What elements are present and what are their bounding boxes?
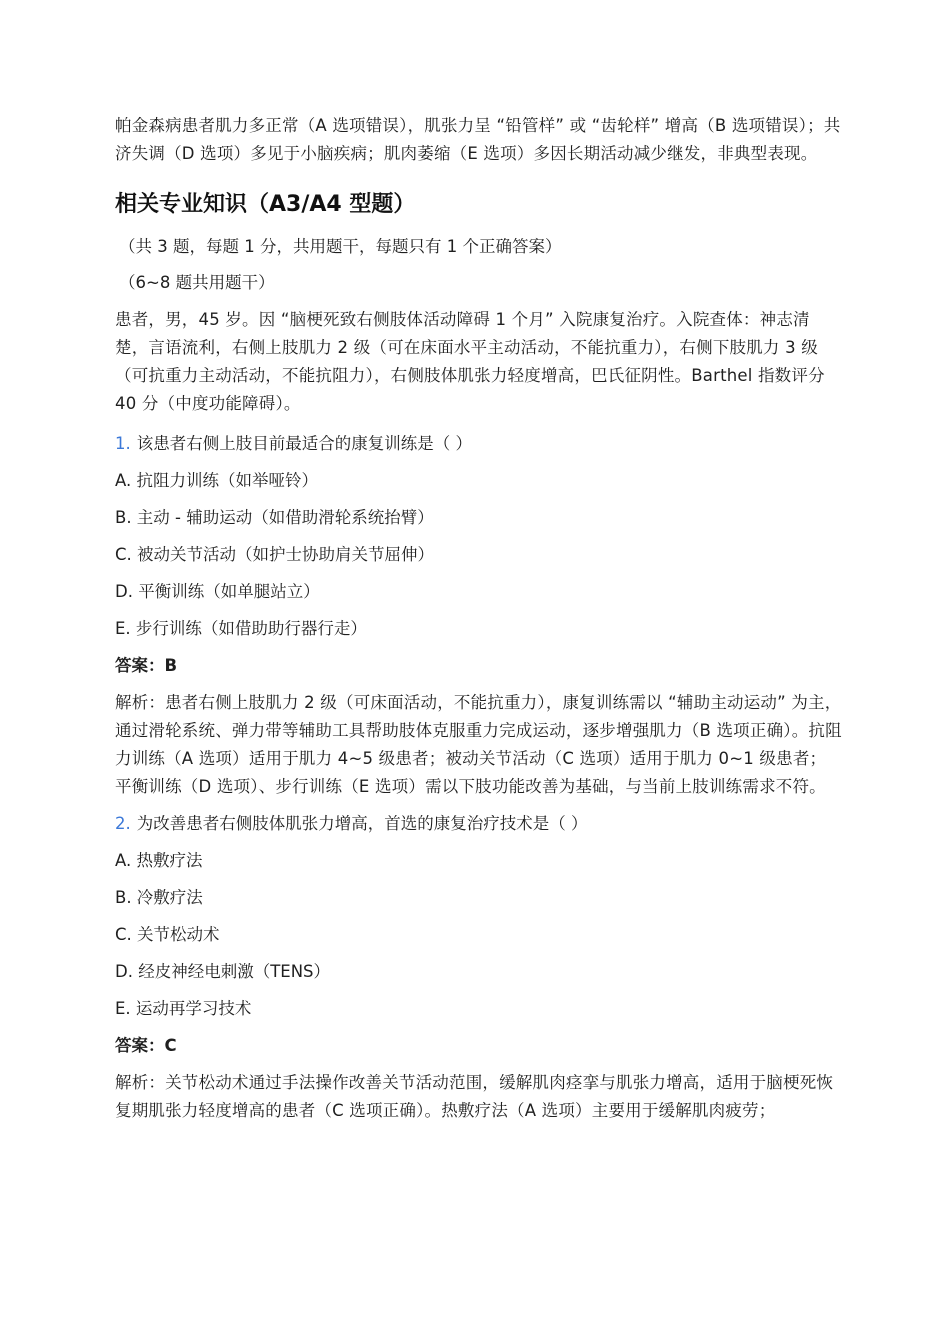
question-2 [115,810,842,838]
question-block-2 [115,810,842,1125]
answer: 答案：C [115,1036,177,1055]
question-text: 为改善患者右侧肢体肌张力增高，首选的康复治疗技术是（ ） [136,814,588,833]
analysis: 解析：关节松动术通过手法操作改善关节活动范围，缓解肌肉痉挛与肌张力增高，适用于脑梗死恢复期肌张力轻度增高的患者（C 选项正确）。热敷疗法（A 选项）主要用于缓解肌肉疲劳； [115,1073,834,1120]
question-number: 1. [115,434,131,453]
analysis: 解析：患者右侧上肢肌力 2 级（可床面活动，不能抗重力），康复训练需以 “辅助主动运动” 为主，通过滑轮系统、弹力带等辅助工具帮助肢体克服重力完成运动，逐步增强肌力（B 选项正确）。抗阻力训练（A 选项）适用于肌力 4~5 级患者；被动关节活动（C 选项）适用于肌力 0~1 级患者；平衡训练（D 选项）、步行训练（E 选项）需以下肢功能改善为基础，与当前上肢训练需求不符。 [115,693,842,796]
option-b: B. 主动 - 辅助运动（如借助滑轮系统抬臂） [115,508,434,527]
option-c: C. 被动关节活动（如护士协助肩关节屈伸） [115,545,435,564]
option-e: E. 步行训练（如借助助行器行走） [115,619,367,638]
shared-stem-note: （6~8 题共用题干） [119,273,275,292]
case-stem: 患者，男，45 岁。因 “脑梗死致右侧肢体活动障碍 1 个月” 入院康复治疗。入院查体：神志清楚，言语流利，右侧上肢肌力 2 级（可在床面水平主动活动，不能抗重力），右侧下肢肌力 3 级（可抗重力主动活动，不能抗阻力），右侧肢体肌张力轻度增高，巴氏征阴性。Barthel 指数评分 40 分（中度功能障碍）。 [115,310,825,413]
option-d: D. 经皮神经电刺激（TENS） [115,962,331,981]
question-number: 2. [115,814,131,833]
option-e: E. 运动再学习技术 [115,999,252,1018]
question-1 [115,430,842,458]
option-a: A. 抗阻力训练（如举哑铃） [115,471,318,490]
section-note: （共 3 题，每题 1 分，共用题干，每题只有 1 个正确答案） [119,237,562,256]
question-text: 该患者右侧上肢目前最适合的康复训练是（ ） [136,434,472,453]
answer: 答案：B [115,656,178,675]
option-c: C. 关节松动术 [115,925,220,944]
intro-paragraph: 帕金森病患者肌力多正常（A 选项错误），肌张力呈 “铅管样” 或 “齿轮样” 增高（B 选项错误）；共济失调（D 选项）多见于小脑疾病；肌肉萎缩（E 选项）多因长期活动减少继发，非典型表现。 [115,116,841,163]
option-b: B. 冷敷疗法 [115,888,203,907]
section-title: 相关专业知识（A3/A4 型题） [115,192,416,217]
question-block-1 [115,430,842,801]
option-d: D. 平衡训练（如单腿站立） [115,582,320,601]
option-a: A. 热敷疗法 [115,851,203,870]
